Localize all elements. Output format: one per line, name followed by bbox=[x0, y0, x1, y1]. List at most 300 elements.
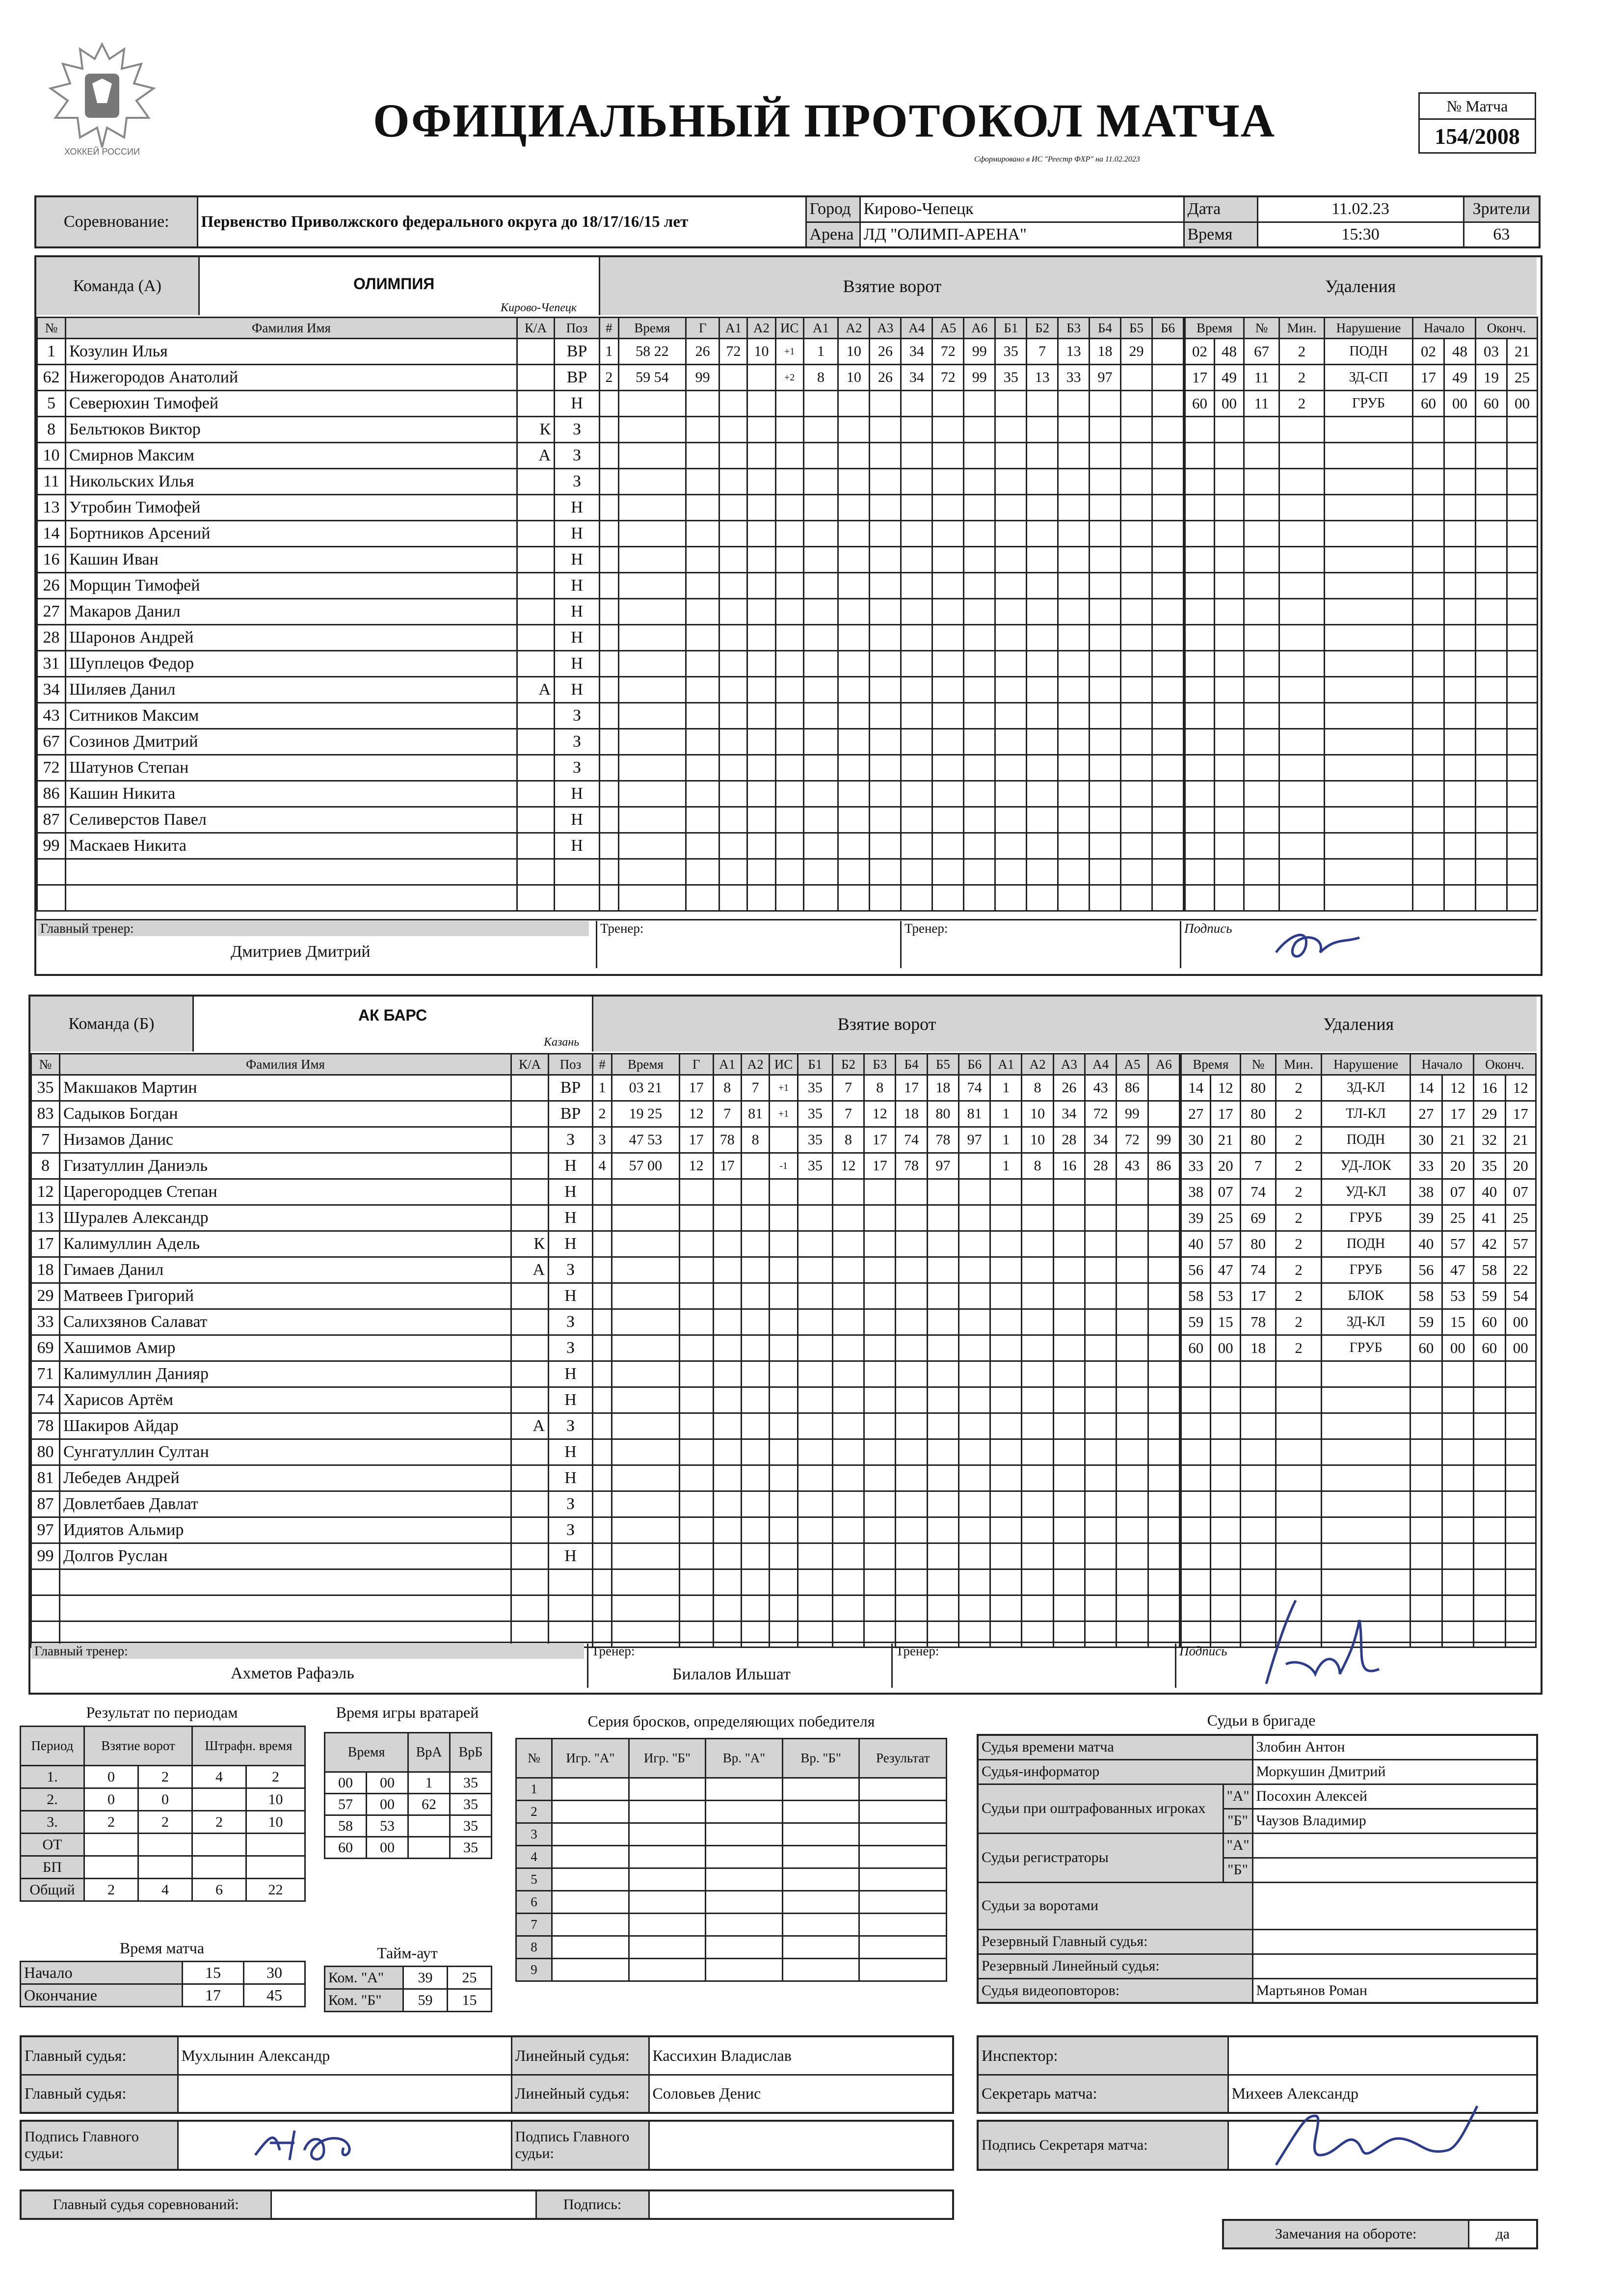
penalty-cell: 21 bbox=[1505, 1127, 1536, 1153]
penalty-cell bbox=[1244, 833, 1279, 859]
shootout-cell bbox=[629, 1823, 706, 1846]
goal-cell bbox=[995, 677, 1027, 703]
goal-time-min: 03 bbox=[629, 1080, 644, 1096]
roster-col-header: Фамилия Имя bbox=[66, 318, 517, 339]
player-pos: Н bbox=[549, 1439, 593, 1465]
goal-cell bbox=[958, 1361, 990, 1387]
goal-cell bbox=[1117, 1595, 1148, 1621]
shootout-row bbox=[516, 1914, 947, 1936]
roster-header-row bbox=[37, 318, 600, 339]
periods-col-header: Период bbox=[21, 1727, 84, 1766]
goal-col-header: Б4 bbox=[896, 1054, 927, 1075]
goal-cell bbox=[775, 391, 803, 417]
goal-cell: 1 bbox=[990, 1153, 1022, 1179]
goal-cell bbox=[901, 859, 932, 885]
penalty-cell: 12 bbox=[1505, 1075, 1536, 1101]
end-label: Окончание bbox=[21, 1984, 183, 2007]
goal-cell: 17 bbox=[864, 1153, 896, 1179]
remarks-table bbox=[1222, 2219, 1538, 2249]
shootout-cell bbox=[629, 1868, 706, 1891]
player-row bbox=[37, 703, 600, 729]
player-name: Хашимов Амир bbox=[60, 1335, 511, 1361]
goal-cell bbox=[747, 859, 775, 885]
penalty-cell: 2 bbox=[1276, 1101, 1322, 1127]
goal-cell bbox=[719, 365, 747, 391]
player-ka bbox=[517, 807, 555, 833]
penalty-cell bbox=[1474, 1439, 1505, 1465]
goal-cell: 28 bbox=[1085, 1153, 1117, 1179]
goal-cell bbox=[1027, 469, 1058, 495]
goal-col-header: А5 bbox=[1117, 1054, 1148, 1075]
goal-cell bbox=[618, 599, 686, 625]
goal-cell bbox=[1022, 1517, 1053, 1543]
goal-cell: 2 bbox=[593, 1101, 612, 1127]
goal-cell bbox=[995, 495, 1027, 521]
goal-row bbox=[593, 1283, 1180, 1309]
player-n: 86 bbox=[37, 781, 66, 807]
goal-cell bbox=[1121, 599, 1152, 625]
goal-cell bbox=[1121, 677, 1152, 703]
goal-cell: 10 bbox=[1022, 1101, 1053, 1127]
goal-cell bbox=[864, 1595, 896, 1621]
penalty-cell bbox=[1444, 599, 1476, 625]
referees-table bbox=[20, 2035, 954, 2114]
penalty-cell bbox=[1325, 417, 1413, 443]
player-ka: А bbox=[517, 677, 555, 703]
goal-cell bbox=[901, 703, 932, 729]
goal-cell bbox=[600, 469, 619, 495]
goal-cell bbox=[964, 495, 995, 521]
penalty-cell: 41 bbox=[1474, 1205, 1505, 1231]
goal-cell bbox=[741, 1413, 769, 1439]
penalty-cell: 80 bbox=[1240, 1231, 1276, 1257]
goal-cell bbox=[1117, 1205, 1148, 1231]
goal-cell bbox=[1027, 521, 1058, 547]
goal-cell bbox=[770, 1361, 798, 1387]
penalty-row bbox=[1185, 703, 1538, 729]
goal-cell bbox=[593, 1205, 612, 1231]
penalty-cell bbox=[1240, 1517, 1276, 1543]
goal-cell bbox=[679, 1595, 713, 1621]
goal-row bbox=[600, 703, 1184, 729]
penalty-cell: 47 bbox=[1211, 1257, 1240, 1283]
player-name: Нижегородов Анатолий bbox=[66, 365, 517, 391]
goal-cell bbox=[832, 1179, 864, 1205]
goal-cell bbox=[600, 677, 619, 703]
goal-cell bbox=[1090, 573, 1121, 599]
goal-col-header: # bbox=[600, 318, 619, 339]
roster-col-header: Поз bbox=[555, 318, 600, 339]
goal-header-row bbox=[600, 318, 1184, 339]
penalty-cell: 69 bbox=[1240, 1205, 1276, 1231]
goal-cell bbox=[798, 1257, 832, 1283]
player-n: 5 bbox=[37, 391, 66, 417]
goal-cell bbox=[870, 677, 901, 703]
shootout-cell bbox=[706, 1868, 783, 1891]
penalty-cell bbox=[1507, 781, 1538, 807]
player-name: Ситников Максим bbox=[66, 703, 517, 729]
goal-cell bbox=[618, 651, 686, 677]
goal-cell bbox=[896, 1361, 927, 1387]
goal-cell bbox=[1152, 339, 1183, 365]
line-ref2-label: Линейный судья: bbox=[511, 2075, 649, 2113]
player-name: Лебедев Андрей bbox=[60, 1465, 511, 1491]
player-pos: Н bbox=[555, 573, 600, 599]
goal-cell bbox=[870, 495, 901, 521]
goal-row bbox=[593, 1543, 1180, 1569]
goal-cell bbox=[864, 1335, 896, 1361]
shootout-cell bbox=[629, 1914, 706, 1936]
goal-cell bbox=[958, 1387, 990, 1413]
team-a-coach-label: Тренер: bbox=[596, 921, 900, 968]
penalty-cell: 2 bbox=[1276, 1205, 1322, 1231]
player-name bbox=[66, 885, 517, 911]
player-n: 8 bbox=[31, 1153, 60, 1179]
player-n: 62 bbox=[37, 365, 66, 391]
goal-cell bbox=[803, 859, 838, 885]
goal-cell bbox=[1148, 1439, 1179, 1465]
goal-cell bbox=[1148, 1465, 1179, 1491]
player-n: 7 bbox=[31, 1127, 60, 1153]
goal-cell: 12 bbox=[864, 1101, 896, 1127]
player-row bbox=[31, 1153, 593, 1179]
goal-cell bbox=[964, 807, 995, 833]
goal-cell bbox=[686, 521, 719, 547]
goal-cell bbox=[770, 1231, 798, 1257]
penalty-cell bbox=[1211, 1439, 1240, 1465]
goal-cell bbox=[612, 1257, 680, 1283]
penalty-cell bbox=[1276, 1387, 1322, 1413]
sc-a-tag: "А" bbox=[1223, 1833, 1252, 1858]
goal-cell: 1 bbox=[600, 339, 619, 365]
penalty-cell: 07 bbox=[1442, 1179, 1473, 1205]
player-ka bbox=[511, 1075, 549, 1101]
penalty-cell: 2 bbox=[1276, 1127, 1322, 1153]
comp-sign-label: Подпись: bbox=[536, 2190, 649, 2219]
player-name: Садыков Богдан bbox=[60, 1101, 511, 1127]
goal-col-header: # bbox=[593, 1054, 612, 1075]
penalty-cell bbox=[1476, 495, 1507, 521]
penalty-cell bbox=[1507, 807, 1538, 833]
penalty-row bbox=[1185, 859, 1538, 885]
shootout-cell bbox=[629, 1846, 706, 1868]
goalie-cell: 00 bbox=[367, 1837, 408, 1859]
player-row bbox=[31, 1439, 593, 1465]
penalty-cell: 15 bbox=[1211, 1309, 1240, 1335]
penalty-cell bbox=[1507, 651, 1538, 677]
team-a-label: Команда (А) bbox=[73, 277, 161, 295]
goal-cell bbox=[864, 1413, 896, 1439]
team-a-roster bbox=[36, 317, 600, 912]
period-cell: 2. bbox=[21, 1788, 84, 1811]
penalty-cell bbox=[1211, 1543, 1240, 1569]
penalty-cell bbox=[1413, 521, 1444, 547]
goal-cell bbox=[1027, 729, 1058, 755]
player-name: Шаронов Андрей bbox=[66, 625, 517, 651]
team-b-penalties bbox=[1180, 1053, 1537, 1648]
goal-cell bbox=[747, 443, 775, 469]
goal-cell bbox=[593, 1517, 612, 1543]
goal-row bbox=[600, 495, 1184, 521]
penalty-cell: 00 bbox=[1505, 1309, 1536, 1335]
pen-a-tag: "А" bbox=[1223, 1784, 1252, 1809]
goal-cell bbox=[864, 1179, 896, 1205]
penalty-cell bbox=[1211, 1361, 1240, 1387]
goal-cell bbox=[593, 1387, 612, 1413]
pen-col-header: Мин. bbox=[1276, 1054, 1322, 1075]
time-label: Время bbox=[1184, 222, 1257, 247]
goal-cell bbox=[798, 1179, 832, 1205]
period-cell: 3. bbox=[21, 1811, 84, 1834]
goal-cell bbox=[618, 807, 686, 833]
penalty-cell bbox=[1185, 677, 1215, 703]
player-pos: З bbox=[555, 443, 600, 469]
team-b-header bbox=[30, 997, 194, 1052]
goal-cell bbox=[679, 1257, 713, 1283]
goal-cell bbox=[1022, 1491, 1053, 1517]
goal-cell bbox=[870, 391, 901, 417]
goal-cell bbox=[612, 1439, 680, 1465]
player-ka bbox=[511, 1127, 549, 1153]
penalty-cell bbox=[1474, 1465, 1505, 1491]
shootout-cell: 9 bbox=[516, 1959, 552, 1981]
reserve-main-label: Резервный Главный судья: bbox=[978, 1929, 1252, 1954]
goal-cell bbox=[1027, 781, 1058, 807]
goal-cell bbox=[770, 1491, 798, 1517]
player-row bbox=[31, 1283, 593, 1309]
shootout-cell bbox=[859, 1914, 947, 1936]
goals-title-b: Взятие ворот bbox=[837, 1014, 936, 1034]
goal-time-min: 57 bbox=[629, 1158, 644, 1174]
goal-cell bbox=[600, 703, 619, 729]
penalty-row bbox=[1185, 365, 1538, 391]
penalty-cell bbox=[1215, 469, 1244, 495]
goal-cell bbox=[896, 1439, 927, 1465]
goal-col-header: ИС bbox=[775, 318, 803, 339]
penalty-cell bbox=[1211, 1517, 1240, 1543]
goal-cell bbox=[838, 755, 870, 781]
goal-cell bbox=[612, 1491, 680, 1517]
goal-col-header: Б2 bbox=[1027, 318, 1058, 339]
team-b-coach1: Билалов Ильшат bbox=[672, 1665, 791, 1683]
period-row bbox=[21, 1766, 305, 1788]
penalty-cell bbox=[1442, 1387, 1473, 1413]
goal-cell bbox=[990, 1543, 1022, 1569]
goal-cell bbox=[1148, 1595, 1179, 1621]
arena-label: Арена bbox=[806, 222, 860, 247]
goal-cell bbox=[1022, 1413, 1053, 1439]
penalty-cell bbox=[1444, 833, 1476, 859]
goal-cell: 12 bbox=[679, 1101, 713, 1127]
goal-cell bbox=[1152, 807, 1183, 833]
goal-cell bbox=[1090, 885, 1121, 911]
player-name: Довлетбаев Давлат bbox=[60, 1491, 511, 1517]
goal-cell bbox=[932, 417, 964, 443]
roster-col-header: № bbox=[31, 1054, 60, 1075]
penalty-cell bbox=[1240, 1361, 1276, 1387]
penalty-cell bbox=[1442, 1465, 1473, 1491]
goal-cell: 17 bbox=[713, 1153, 741, 1179]
goalie-cell: 35 bbox=[450, 1837, 492, 1859]
penalty-cell bbox=[1185, 443, 1215, 469]
goal-cell bbox=[932, 547, 964, 573]
player-pos: Н bbox=[555, 625, 600, 651]
goal-time-sec: 21 bbox=[647, 1080, 663, 1096]
player-pos: ВР bbox=[549, 1075, 593, 1101]
goal-cell: 78 bbox=[927, 1127, 958, 1153]
sc-b-name bbox=[1252, 1858, 1537, 1882]
goal-cell bbox=[901, 469, 932, 495]
penalty-cell bbox=[1476, 885, 1507, 911]
goal-cell bbox=[964, 833, 995, 859]
penalty-cell: 02 bbox=[1413, 339, 1444, 365]
goal-cell bbox=[747, 677, 775, 703]
penalty-cell bbox=[1240, 1491, 1276, 1517]
goal-time-sec: 54 bbox=[654, 369, 669, 385]
goal-cell bbox=[1090, 781, 1121, 807]
goal-cell bbox=[1152, 755, 1183, 781]
goal-cell bbox=[713, 1595, 741, 1621]
player-pos: ВР bbox=[555, 365, 600, 391]
penalty-cell: 60 bbox=[1476, 391, 1507, 417]
penalty-cell: 02 bbox=[1185, 339, 1215, 365]
pen-col-header: № bbox=[1240, 1054, 1276, 1075]
goal-cell bbox=[775, 599, 803, 625]
penalty-cell: 80 bbox=[1240, 1127, 1276, 1153]
goal-cell bbox=[798, 1283, 832, 1309]
penalty-cell bbox=[1181, 1465, 1211, 1491]
team-b-coach2-label: Тренер: bbox=[891, 1644, 1175, 1688]
goal-cell bbox=[838, 599, 870, 625]
goal-cell bbox=[679, 1205, 713, 1231]
penalty-cell: 21 bbox=[1442, 1127, 1473, 1153]
player-name: Козулин Илья bbox=[66, 339, 517, 365]
penalty-cell bbox=[1240, 1543, 1276, 1569]
goal-cell: 7 bbox=[1027, 339, 1058, 365]
goal-cell bbox=[798, 1491, 832, 1517]
player-row bbox=[31, 1335, 593, 1361]
penalty-cell bbox=[1505, 1465, 1536, 1491]
player-n: 67 bbox=[37, 729, 66, 755]
penalty-row bbox=[1185, 521, 1538, 547]
goal-cell: 34 bbox=[901, 365, 932, 391]
line-ref-label: Линейный судья: bbox=[511, 2036, 649, 2075]
goal-cell bbox=[964, 703, 995, 729]
goal-cell: 8 bbox=[1022, 1153, 1053, 1179]
goal-cell bbox=[686, 651, 719, 677]
goal-cell bbox=[713, 1205, 741, 1231]
time: 15:30 bbox=[1257, 222, 1463, 247]
goal-cell: 35 bbox=[995, 365, 1027, 391]
goal-cell: 26 bbox=[870, 365, 901, 391]
shootout-cell bbox=[859, 1778, 947, 1801]
period-cell: 2 bbox=[84, 1811, 138, 1834]
goal-cell bbox=[838, 807, 870, 833]
goal-cell bbox=[1058, 885, 1090, 911]
date: 11.02.23 bbox=[1257, 196, 1463, 222]
goal-cell bbox=[838, 625, 870, 651]
penalty-cell bbox=[1279, 417, 1325, 443]
penalty-row bbox=[1185, 833, 1538, 859]
team-b-roster bbox=[30, 1053, 593, 1648]
goal-cell bbox=[896, 1595, 927, 1621]
goal-cell bbox=[1053, 1179, 1085, 1205]
penalty-cell bbox=[1215, 625, 1244, 651]
player-row bbox=[37, 339, 600, 365]
penalty-cell: 14 bbox=[1181, 1075, 1211, 1101]
goal-cell bbox=[1117, 1283, 1148, 1309]
shootout-cell: 7 bbox=[516, 1914, 552, 1936]
pen-b-tag: "Б" bbox=[1223, 1809, 1252, 1833]
video-label: Судья видеоповторов: bbox=[978, 1978, 1252, 2003]
shootout-cell bbox=[706, 1823, 783, 1846]
goal-cell bbox=[927, 1491, 958, 1517]
match-no-label: № Матча bbox=[1419, 93, 1536, 119]
goalie-cell: 35 bbox=[450, 1815, 492, 1837]
goal-cell: 78 bbox=[896, 1153, 927, 1179]
goal-cell bbox=[1085, 1543, 1117, 1569]
penalty-cell bbox=[1279, 729, 1325, 755]
goal-cell bbox=[1027, 833, 1058, 859]
penalty-cell bbox=[1325, 495, 1413, 521]
penalty-cell: 57 bbox=[1505, 1231, 1536, 1257]
penalty-cell: 21 bbox=[1507, 339, 1538, 365]
goal-cell bbox=[864, 1465, 896, 1491]
player-name: Шуралев Александр bbox=[60, 1205, 511, 1231]
goal-cell: 80 bbox=[927, 1101, 958, 1127]
penalty-cell: 30 bbox=[1181, 1127, 1211, 1153]
player-row bbox=[31, 1257, 593, 1283]
goal-cell bbox=[600, 885, 619, 911]
goal-row bbox=[600, 781, 1184, 807]
penalty-row bbox=[1181, 1517, 1536, 1543]
goal-cell: 99 bbox=[686, 365, 719, 391]
goal-cell: 99 bbox=[1148, 1127, 1179, 1153]
main-ref2-sign-label: Подпись Главного судьи: bbox=[511, 2121, 649, 2170]
goal-cell bbox=[864, 1543, 896, 1569]
goal-row bbox=[600, 729, 1184, 755]
penalty-cell: 27 bbox=[1410, 1101, 1442, 1127]
player-ka bbox=[511, 1361, 549, 1387]
period-row bbox=[21, 1879, 305, 1901]
main-ref2-sign bbox=[649, 2121, 953, 2170]
penalty-cell bbox=[1410, 1595, 1442, 1621]
goal-cell bbox=[741, 1491, 769, 1517]
goal-cell bbox=[1053, 1231, 1085, 1257]
penalty-cell bbox=[1410, 1387, 1442, 1413]
player-pos: З bbox=[549, 1309, 593, 1335]
pen-col-header: Оконч. bbox=[1474, 1054, 1536, 1075]
penalty-cell bbox=[1413, 547, 1444, 573]
shootout-cell bbox=[859, 1868, 947, 1891]
penalty-cell bbox=[1444, 495, 1476, 521]
goal-row bbox=[593, 1075, 1180, 1101]
penalty-cell bbox=[1444, 781, 1476, 807]
goal-cell bbox=[612, 1127, 680, 1153]
shootout-cell bbox=[782, 1914, 859, 1936]
penalty-cell: 11 bbox=[1244, 391, 1279, 417]
goal-cell bbox=[1152, 833, 1183, 859]
goal-cell bbox=[593, 1491, 612, 1517]
goal-cell bbox=[927, 1335, 958, 1361]
penalty-cell bbox=[1325, 755, 1413, 781]
penalty-cell bbox=[1442, 1595, 1473, 1621]
goalie-header-row bbox=[325, 1733, 492, 1772]
goal-cell bbox=[838, 833, 870, 859]
goal-cell bbox=[803, 781, 838, 807]
penalty-cell bbox=[1325, 807, 1413, 833]
player-ka bbox=[517, 339, 555, 365]
